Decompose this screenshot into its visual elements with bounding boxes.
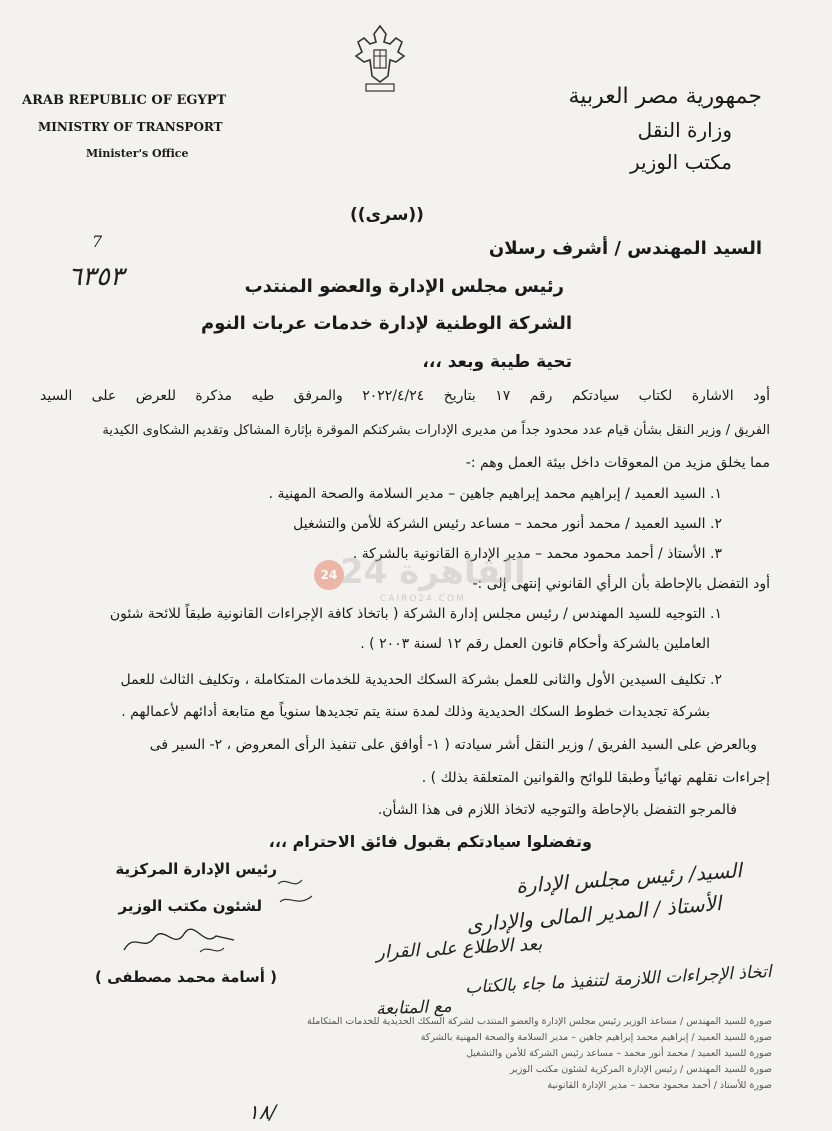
copy-line: صورة للأستاذ / أحمد محمود محمد – مدير الإدارة القانونية [547, 1080, 772, 1091]
copy-line: صورة للسيد العميد / إبراهيم محمد إبراهيم جاهين – مدير السلامة والصحة المهنية بالشركة [420, 1032, 772, 1043]
copy-line: صورة للسيد المهندس / رئيس الإدارة المركزية لشئون مكتب الوزير [509, 1064, 772, 1075]
header-en-country: ARAB REPUBLIC OF EGYPT [22, 93, 227, 108]
list-number: ٢. [710, 516, 722, 532]
header-ar-ministry: وزارة النقل [637, 118, 732, 142]
list-text: تكليف السيدين الأول والثانى للعمل بشركة السكك الحديدية للخدمات المتكاملة ، وتكليف الثالث للعمل [120, 672, 706, 688]
handwritten-signature [120, 922, 240, 962]
recipient-name: السيد المهندس / أشرف رسلان [488, 238, 762, 259]
watermark-badge-icon: 24 [314, 560, 344, 590]
list-item [121, 672, 732, 688]
list-item [293, 516, 732, 532]
watermark-text: القاهرة 24 [340, 552, 526, 592]
list-text: السيد العميد / إبراهيم محمد إبراهيم جاهين – مدير السلامة والصحة المهنية . [268, 486, 706, 502]
handwritten-note-line-2: الأستاذ / المدير المالى والإدارى [465, 890, 723, 938]
list-text: السيد العميد / محمد أنور محمد – مساعد رئيس الشركة للأمن والتشغيل [293, 516, 706, 532]
body-paragraph-1-line-1: أود الاشارة لكتاب سيادتكم رقم ١٧ بتاريخ ٢٠٢٢/٤/٢٤ والمرفق طيه مذكرة للعرض على السيد [40, 388, 770, 404]
signature-name: ( أسامة محمد مصطفى ) [95, 968, 277, 986]
bottom-mark: ١٨/ [248, 1100, 277, 1124]
signature-title-line-2: لشئون مكتب الوزير [118, 897, 262, 915]
reference-number: ٦٣٥٣ [68, 262, 124, 292]
recipient-company: الشركة الوطنية لإدارة خدمات عربات النوم [201, 313, 572, 334]
body-paragraph-4: فالمرجو التفضل بالإحاطة والتوجيه لاتخاذ اللازم فى هذا الشأن. [377, 802, 737, 818]
copy-line: صورة للسيد المهندس / مساعد الوزير رئيس مجلس الإدارة والعضو المنتدب لشركة السكك الحديدية للخدمات المتكاملة [307, 1016, 772, 1027]
handwritten-note-line-4: اتخاذ الإجراءات اللازمة لتنفيذ ما جاء بالكتاب [464, 961, 773, 999]
body-paragraph-2: أود التفضل بالإحاطة بأن الرأي القانوني إنتهى إلى :- [472, 576, 770, 592]
copy-line: صورة للسيد العميد / محمد أنور محمد – مساعد رئيس الشركة للأمن والتشغيل [466, 1048, 772, 1059]
header-ar-country: جمهورية مصر العربية [568, 84, 762, 109]
handwritten-note-line-1: السيد/ رئيس مجلس الإدارة [515, 858, 743, 898]
watermark-subtext: CAIRO24.COM [380, 594, 466, 604]
handwritten-note-line-3: بعد الاطلاع على القرار [375, 933, 543, 964]
list-text: الأستاذ / أحمد محمود محمد – مدير الإدارة القانونية بالشركة . [352, 546, 706, 562]
side-note-scribble [272, 872, 320, 920]
list-item [110, 606, 732, 622]
list-item-continued: العاملين بالشركة وأحكام قانون العمل رقم ١٢ لسنة ٢٠٠٣ ) . [360, 636, 710, 652]
body-paragraph-1-line-2: الفريق / وزير النقل بشأن قيام عدد محدود جداً من مديرى الإدارات بشركتكم الموقرة بإثارة المشاكل وتقديم الشكاوى الكيدية [102, 423, 770, 438]
body-paragraph-1-line-3: مما يخلق مزيد من المعوقات داخل بيئة العمل وهم :- [465, 455, 770, 471]
list-item [269, 486, 732, 502]
eagle-emblem-icon [352, 20, 408, 100]
signature-title-line-1: رئيس الإدارة المركزية [115, 860, 277, 878]
handwritten-note-line-5: مع المتابعة [376, 996, 453, 1020]
body-paragraph-3-line-2: إجراءات نقلهم نهائياً وطبقا للوائح والقوانين المتعلقة بذلك ) . [421, 770, 770, 786]
list-item-continued: بشركة تجديدات خطوط السكك الحديدية وذلك لمدة سنة يتم تجديدها سنوياً مع متابعة أدائهم لأعمالهم . [121, 704, 710, 720]
list-number: ٢. [710, 672, 722, 688]
recipient-title: رئيس مجلس الإدارة والعضو المنتدب [244, 276, 564, 297]
closing-line: وتفضلوا سيادتكم بقبول فائق الاحترام ،،، [268, 832, 592, 851]
list-number: ٣. [710, 546, 722, 562]
header-ar-office: مكتب الوزير [629, 150, 732, 174]
header-en-ministry: MINISTRY OF TRANSPORT [38, 120, 223, 134]
list-number: ١. [710, 486, 722, 502]
list-number: ١. [710, 606, 722, 622]
header-en-office: Minister's Office [86, 147, 189, 160]
list-text: التوجيه للسيد المهندس / رئيس مجلس إدارة الشركة ( باتخاذ كافة الإجراءات القانونية طبقاً للائحة شئون [109, 606, 706, 622]
body-paragraph-3-line-1: وبالعرض على السيد الفريق / وزير النقل أشر سيادته ( ١- أوافق على تنفيذ الرأى المعروض ، ٢- السير فى [149, 737, 757, 753]
margin-mark: 7 [92, 232, 103, 251]
classification-label: ((سرى)) [350, 205, 424, 225]
greeting: تحية طيبة وبعد ،،، [422, 352, 572, 372]
